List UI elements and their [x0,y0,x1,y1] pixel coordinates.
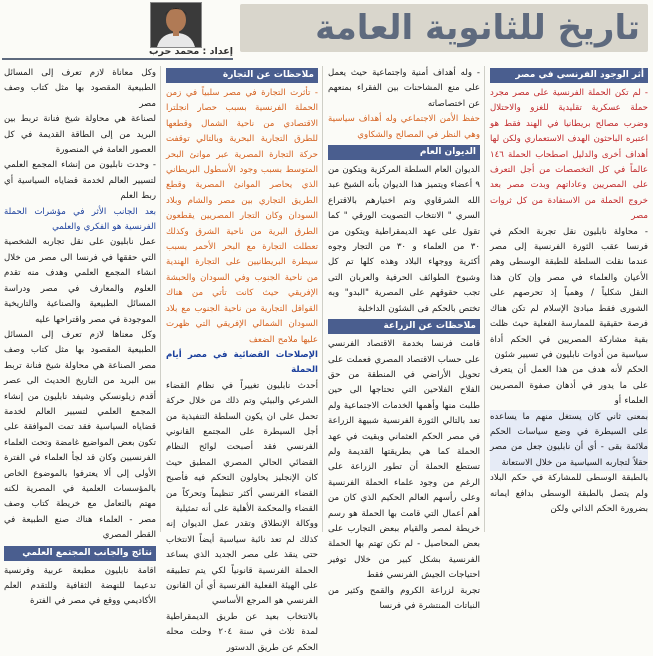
paragraph: حفظ الأمن الاجتماعي وله أهداف سياسية وهي النظر في المصالح والشكاوي [328,114,480,140]
paragraph: أحدث نابليون تغييراً في نظام القضاء الشرعي والبيئي وتم ذلك من خلال حركة تحمل على ان يكون السلطة التنفيذية من أجل السيطرة على المجتمع القانوني الفرنسي فقد أصبحت لوائح النظام القضائي الحالي المصري المطبق حيث كان الإنجليز يحاولون التحكم فيه فأصبح القضاء الفرنسي أكثر تنظيماً وتحركاً من القضاء والمحكمة الأهلية على أنه تمثيلية [166,380,318,514]
paragraph: بمعنى ثاني كان يستغل منهم ما يساعده على السيطرة في وضع سياسات الحكم ملائمة بقى - أي أن نابليون جعل من مصر حقلاً لتجاربه السياسية من خلال الاستعانة [490,410,648,472]
paragraph: عمل نابليون على نقل تجاربه الشخصية التي حققها في فرنسا الى مصر من خلال انشاء المجمع العلمي وهدف منه تقدم العلوم والمعارف في مصر ودراسة المسائل الطبيعية والصناعية والتاريخية الموجودة في مصر واقتراحها عليه [4,237,156,325]
paragraph: لصناعة هي محاولة شيخ فنانة تربط بين البريد من إلى الطاقة القديمة في كل العصور العامة في المنصورة [4,114,156,156]
paragraph: الديوان العام السلطة المركزية ويتكون من ٩ أعضاء ويتميز هذا الديوان بأنه الشيخ عبد الله الشرقاوي وتم اختيارهم بالاقتراع السري " الانتخاب التصويت الورقي " كما تقول على عهد الديمقراطية ويتكون من ٣٠ من العلماء و ٣٠ من التجار وجوه أكثرية ووجهاء البلاد وهذه كلها تم كل وشيوخ الطوائف الحرفية والعربان التى تجب حقوقهم على المصرية "البدو" وبه تختص بالحكم فى الشئون الداخلية [328,165,480,314]
paragraph: اقامة نابليون مطبعة عربية وفرنسية تدعيما للنهضة الثقافية وللتقدم العلم الأكاديمي ووقع في مصر في الفترة [4,565,156,607]
article-column-3 [163,66,321,653]
author-byline: إعداد : محمد حرب [149,46,233,57]
article-column-2 [325,66,483,611]
author-portrait-icon [151,3,201,47]
paragraph: تجربة لزراعة الكروم والقمح وكثير من النباتات المنتشرة في فرنسا [328,585,480,611]
paragraph: - تأثرت التجارة في مصر سلبياً في زمن الحملة الفرنسية بسبب حصار انجلترا الاقتصادي من ناحية الشمال وقطعها للطرق التجارية البحرية وبالتالي توقفت حركة التجارة المصرية عبر موانئ البحر المتوسط بسبب وجود الأسطول البريطاني الذي يحاصر الموانئ المصرية وقطع الطريق التجاري بين مصر والشام وبلاد السودان وكان التجار المصريين يقطعون الطرق البرية من ناحية الشرق وكذلك تعطلت التجارة مع البحر الأحمر بسبب سيطرة البريطانيين على التجارة الهندية من ناحية الجنوب وفي السودان والحبشة الإفريقي حيث كانت تأتي من هناك القوافل التجارية من ناحية الجنوب مع بلاد السودان الشمالي الإفريقي التي ظهرت عليها ملامح الضعف [166,88,318,345]
column-divider [160,66,161,532]
title-banner [240,4,648,52]
section-heading: ملاحظات عن التجارة [166,68,318,83]
section-heading: أثر الوجود الفرنسي في مصر [490,68,648,83]
paragraph: بالانتخاب بعيد عن طريق الديمقراطية لمدة ثلاث في سنة ٢٠٤ وحلت محله الحكم عن طريق الدستور [166,611,319,653]
paragraph: - وحدت نابليون من إنشاء المجمع العلمي لتسيير العالم لخدمة قضاياه السياسية أي ربط العلم [4,160,156,202]
paragraph: بعد الجانب الأثر في مؤشرات الحملة الفرنسية هو الفكري والعلمي [4,206,156,233]
article-column-1 [487,66,651,532]
header-accent-line [2,58,233,60]
section-heading: نتائج والجانب المجتمع العلمي [4,546,156,561]
paragraph: - محاولة نابليون نقل تجربة الحكم في فرنسا عقب الثورة الفرنسية إلى مصر عندما نقلت السلطة للطبقة الوسطى وهم الأعيان والعلماء في مصر وإن كان هذا النقل شكلياً / وهمياً إذ تحرصهم على الشورى فقط مبادئ الإسلام لم تكن هناك فرصة حقيقية للممارسة الفعلية حيث ظلت بقية مشاركة المصريين في الحكم أداة سياسية من أدوات نابليون في تسيير شئون [490,226,648,360]
paragraph: - وله أهداف أمنية واجتماعية حيث يعمل على منع المشاحنات بين الفقراء بمنعهم عن اختصاصاته [328,68,480,109]
paragraph-heading: الإصلاحات القضائية في مصر أيام الحملة [166,349,318,376]
page-title: تاريخ للثانوية العامة [315,8,640,48]
paragraph: وكل معاناة لازم تعرف إلى المسائل الطبيعية المقصود بها مثل كتاب وصف مصر [4,68,156,109]
column-divider [484,66,485,532]
paragraph: قامت فرنسا بخدمة الاقتصاد الفرنسي على حساب الاقتصاد المصري فعملت على تحويل الأراضي في المنطقة من حق الفلاح الفلاحين التي تحتاجها الى حين طلبت منها وأهمها الخدمات الاجتماعية ولم تعد بالتالي الثورة الفرنسية شبيهة الزراعة في مصر الحكم العثماني وبقيت في عهد الحملة كما هي بطريقتها القديمة ولم تستطع الحملة أن تطور الزراعة على الرغم من وجود علماء الحملة الفرنسية وعلى رأسهم العالم الحكيم الذي كان من أهم أعمال التي قامت بها الحملة هو رسم خريطة لمصر والقيام ببعض التجارب على بعض المحاصيل - لم تكن تهتم بها الحملة الفرنسية بشكل كبير من خلال توفير احتياجات الجيش الفرنسي فقط [328,339,480,581]
section-heading: ملاحظات عن الزراعة [328,319,480,334]
article-column-4 [1,66,159,607]
author-photo [150,2,202,48]
page-header [0,0,653,62]
column-divider [322,66,323,532]
paragraph: وكل معناها لازم تعرف إلى المسائل الطبيعية المقصود بها مثل كتاب وصف مصر الصناعة هي محاولة شيخ فنانة تربط بين البريد من التاريخ الحديث الى عصر أقدم زيلونسكي وشيفد نابليون من إنشاء المجمع العلمي لتسيير العالم لخدمة قضاياه السياسية فقد تمت الموافقة على تكون بعض المواضيع غامضة وتحت العلماء الفرنسيين وكان قد لجأ العلماء في الفترة الأولى إلى ألا يعترفوا بالموضوع الخاص بالمؤسسات العلمية في المصرية لكنه مهتم بالتعامل مع خريطة كتاب وصف مصر - العلماء هناك صنع الطبيعة في القطر المصري [4,329,156,541]
section-heading: الديوان العام [328,145,480,160]
paragraph: ووكالة الإنطلاق وتقدر عمل الديوان إنه كذلك لم تعد نائبة سياسية أيضاً الانتخاب حتى ينقذ على مصر الجديد الذي يساعد الحملة الفرنسية قانونياً لكي يتم تطبيقه على الهيئة الفعلية الفرنسية أي أن القانون الفرنسي هو المرجع الأساسي [166,519,318,607]
paragraph: بالطبقة الوسطى للمشاركة في حكم البلاد ولم يتصل بالطبقة الوسطى بدافع ايمانه بضرورة الحكم الذاتي ولكن [490,473,648,514]
paragraph: الحكم لأنه هدف من هذا العمل أن يتعرف على ما يدور في أذهان صفوة المصريين العلماء أو [490,365,648,407]
paragraph: - لم تكن الحملة الفرنسية على مصر مجرد حملة عسكرية تقليدية للغزو والاحتلال وضرب مصالح بريطانيا في الهند فقط هو اعتبره الباحثون الهدف الاستعماري ولكن لها أهداف أخرى والدليل اصطحاب الحملة ١٤٦ عالماً في كل التخصصات من أجل التعرف على المصريين وعاداتهم وبدت مصر بعد خروج الحملة من الاستفادة من كل ثروات مصر [490,88,648,222]
author-block [0,0,238,62]
